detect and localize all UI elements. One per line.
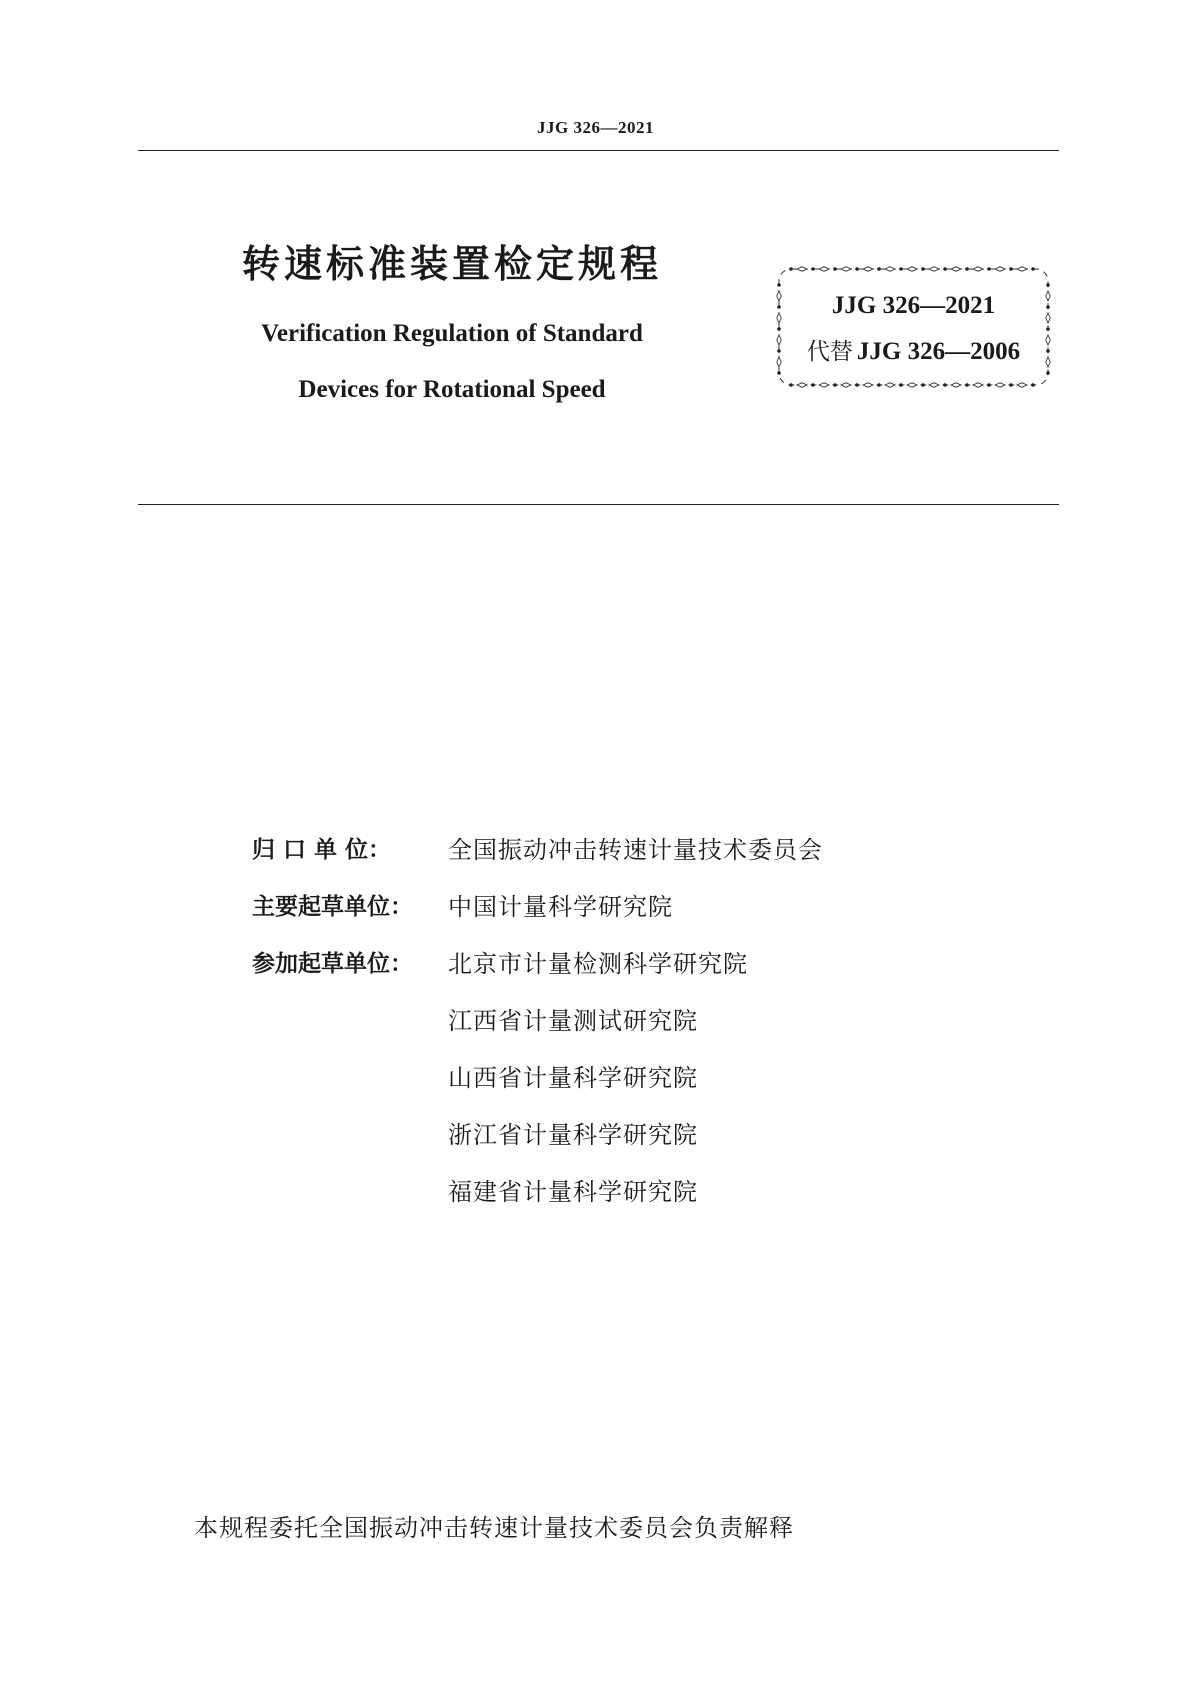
title-english-line-1: Verification Regulation of Standard — [261, 320, 643, 347]
unit-value: 浙江省计量科学研究院 — [448, 1121, 698, 1149]
title-block — [222, 238, 682, 418]
replaces-prefix: 代替 — [806, 339, 853, 365]
unit-label: 主要起草单位： — [252, 894, 413, 920]
unit-value: 福建省计量科学研究院 — [448, 1178, 698, 1206]
unit-value: 北京市计量检测科学研究院 — [448, 950, 748, 978]
unit-label: 参加起草单位： — [252, 951, 413, 977]
replaces-code: JJG 326—2006 — [856, 338, 1021, 365]
running-header-code: JJG 326—2021 — [537, 118, 654, 137]
unit-value: 全国振动冲击转速计量技术委员会 — [448, 836, 823, 864]
header-rule — [138, 150, 1059, 151]
interpretation-note: 本规程委托全国振动冲击转速计量技术委员会负责解释 — [194, 1514, 794, 1542]
unit-value: 山西省计量科学研究院 — [448, 1064, 698, 1092]
decorative-border — [775, 265, 1052, 389]
unit-label: 归 口 单 位： — [252, 837, 392, 863]
code-box — [775, 265, 1052, 389]
standard-code: JJG 326—2021 — [831, 292, 996, 319]
unit-value: 中国计量科学研究院 — [448, 893, 673, 921]
unit-value: 江西省计量测试研究院 — [448, 1007, 698, 1035]
title-english-line-2: Devices for Rotational Speed — [298, 376, 606, 403]
title-bottom-rule — [138, 504, 1059, 505]
replaces-line — [775, 333, 1052, 366]
title-chinese: 转速标准装置检定规程 — [241, 242, 662, 286]
